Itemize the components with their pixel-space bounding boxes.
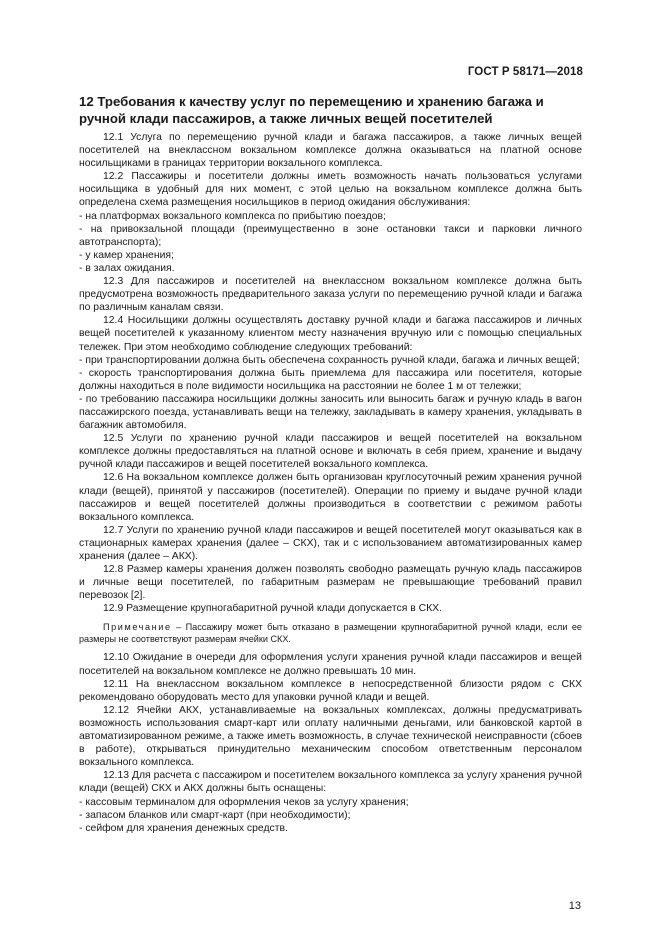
paragraph: 12.3 Для пассажиров и посетителей на внеклассном вокзальном комплексе должна быть предусмотрена возможность предварительного заказа услуги по перемещению ручной клади и багажа по различным каналам связи. — [79, 276, 582, 314]
paragraph: 12.8 Размер камеры хранения должен позволять свободно размещать ручную кладь пассажиров и личные вещи посетителей, по габаритным размерам не превышающие требований правил перевозок [2]. — [79, 564, 582, 602]
section-title: 12 Требования к качеству услуг по перемещению и хранению багажа и ручной клади пассажиров, а также личных вещей посетителей — [79, 94, 544, 126]
list-item: - запасом бланков или смарт-карт (при необходимости); — [79, 809, 351, 821]
paragraph-list-continued — [79, 651, 582, 834]
paragraph: 12.5 Услуги по хранению ручной клади пассажиров и вещей посетителей на вокзальном комплексе должны предоставляться на платной основе и включать в себя прием, хранение и выдачу ручной клади пассажиров и вещей посетителей вокзального комплекса. — [79, 433, 582, 471]
note-paragraph — [79, 621, 582, 645]
document-body — [79, 131, 582, 835]
paragraph: 12.1 Услуга по перемещению ручной клади и багажа пассажиров, а также личных вещей посетителей на внеклассном вокзальном комплексе должна оказываться на платной основе носильщиками в границах территории вокзального комплекса. — [79, 132, 582, 170]
paragraph: 12.10 Ожидание в очереди для оформления услуги хранения ручной клади пассажиров и вещей посетителей на вокзальном комплексе не должно превышать 10 мин. — [79, 652, 582, 677]
paragraph: 12.4 Носильщики должны осуществлять доставку ручной клади и багажа пассажиров и личных вещей посетителей к указанному клиентом месту назначения вручную или с помощью специальных тележек. При этом необходимо соблюдение следующих требований: — [79, 315, 582, 353]
paragraph: 12.13 Для расчета с пассажиром и посетителем вокзального комплекса за услугу хранения ручной клади (вещей) СКХ и АКХ должны быть оснащены: — [79, 770, 582, 795]
list-item: - на привокзальной площади (преимущественно в зоне остановки такси и парковки личного автотранспорта); — [79, 223, 582, 248]
note-label: Примечание — [103, 622, 172, 633]
paragraph: 12.2 Пассажиры и посетители должны иметь возможность начать пользоваться услугами носильщика в удобный для них момент, с этой целью на вокзальном комплексе должна быть определена схема размещения носильщиков в период ожидания обслуживания: — [79, 171, 582, 209]
list-item: - скорость транспортирования должна быть приемлема для пассажира или посетителя, которые должны находиться в поле видимости носильщика на расстоянии не более 1 м от тележки; — [79, 367, 582, 392]
list-item: - на платформах вокзального комплекса по прибытию поездов; — [79, 210, 386, 222]
note-text: – Пассажиру может быть отказано в размещении крупногабаритной ручной клади, если ее размеры не соответствуют размерам ячейки СКХ. — [79, 622, 582, 645]
paragraph: 12.11 На внеклассном вокзальном комплексе в непосредственной близости рядом с СКХ рекомендовано оборудовать место для упаковки ручной клади и вещей. — [79, 678, 582, 703]
list-item: - по требованию пассажира носильщики должны заносить или выносить багаж и ручную кладь в вагон пассажирского поезда, устанавливать вещи на тележку, закладывать в камеру хранения, укладывать в багажник автомобиля. — [79, 393, 582, 432]
paragraph: 12.9 Размещение крупногабаритной ручной клади допускается в СКХ. — [103, 603, 442, 615]
standard-header: ГОСТ Р 58171—2018 — [467, 66, 583, 78]
list-item: - при транспортировании должна быть обеспечена сохранность ручной клади, багажа и личных вещей; — [79, 354, 580, 366]
paragraph: 12.7 Услуги по хранению ручной клади пассажиров и вещей посетителей могут оказываться как в стационарных камерах хранения (далее – СКХ), так и с использованием автоматизированных камер хранения (далее – АКХ). — [79, 524, 582, 562]
list-item: - сейфом для хранения денежных средств. — [79, 822, 288, 834]
list-item: - у камер хранения; — [79, 249, 174, 261]
list-item: - в залах ожидания. — [79, 262, 175, 274]
paragraph-list — [79, 131, 582, 615]
list-item: - кассовым терминалом для оформления чеков за услугу хранения; — [79, 796, 409, 808]
paragraph: 12.6 На вокзальном комплексе должен быть организован круглосуточный режим хранения ручной клади (вещей), принятой у пассажиров (посетителей). Операции по приему и выдаче ручной клади пассажиров и вещей посетителей должны производиться в соответствии с режимом работы вокзального комплекса. — [79, 472, 582, 523]
paragraph: 12.12 Ячейки АКХ, устанавливаемые на вокзальных комплексах, должны предусматривать возможность использования смарт-карт или оплату наличными деньгами, или банковской картой в автоматизированном режиме, а также иметь возможность, в случае технической неисправности (сбоев в работе), открываться принудительно механическим способом ответственным персоналом вокзального комплекса. — [79, 704, 582, 769]
page-number: 13 — [568, 900, 581, 912]
